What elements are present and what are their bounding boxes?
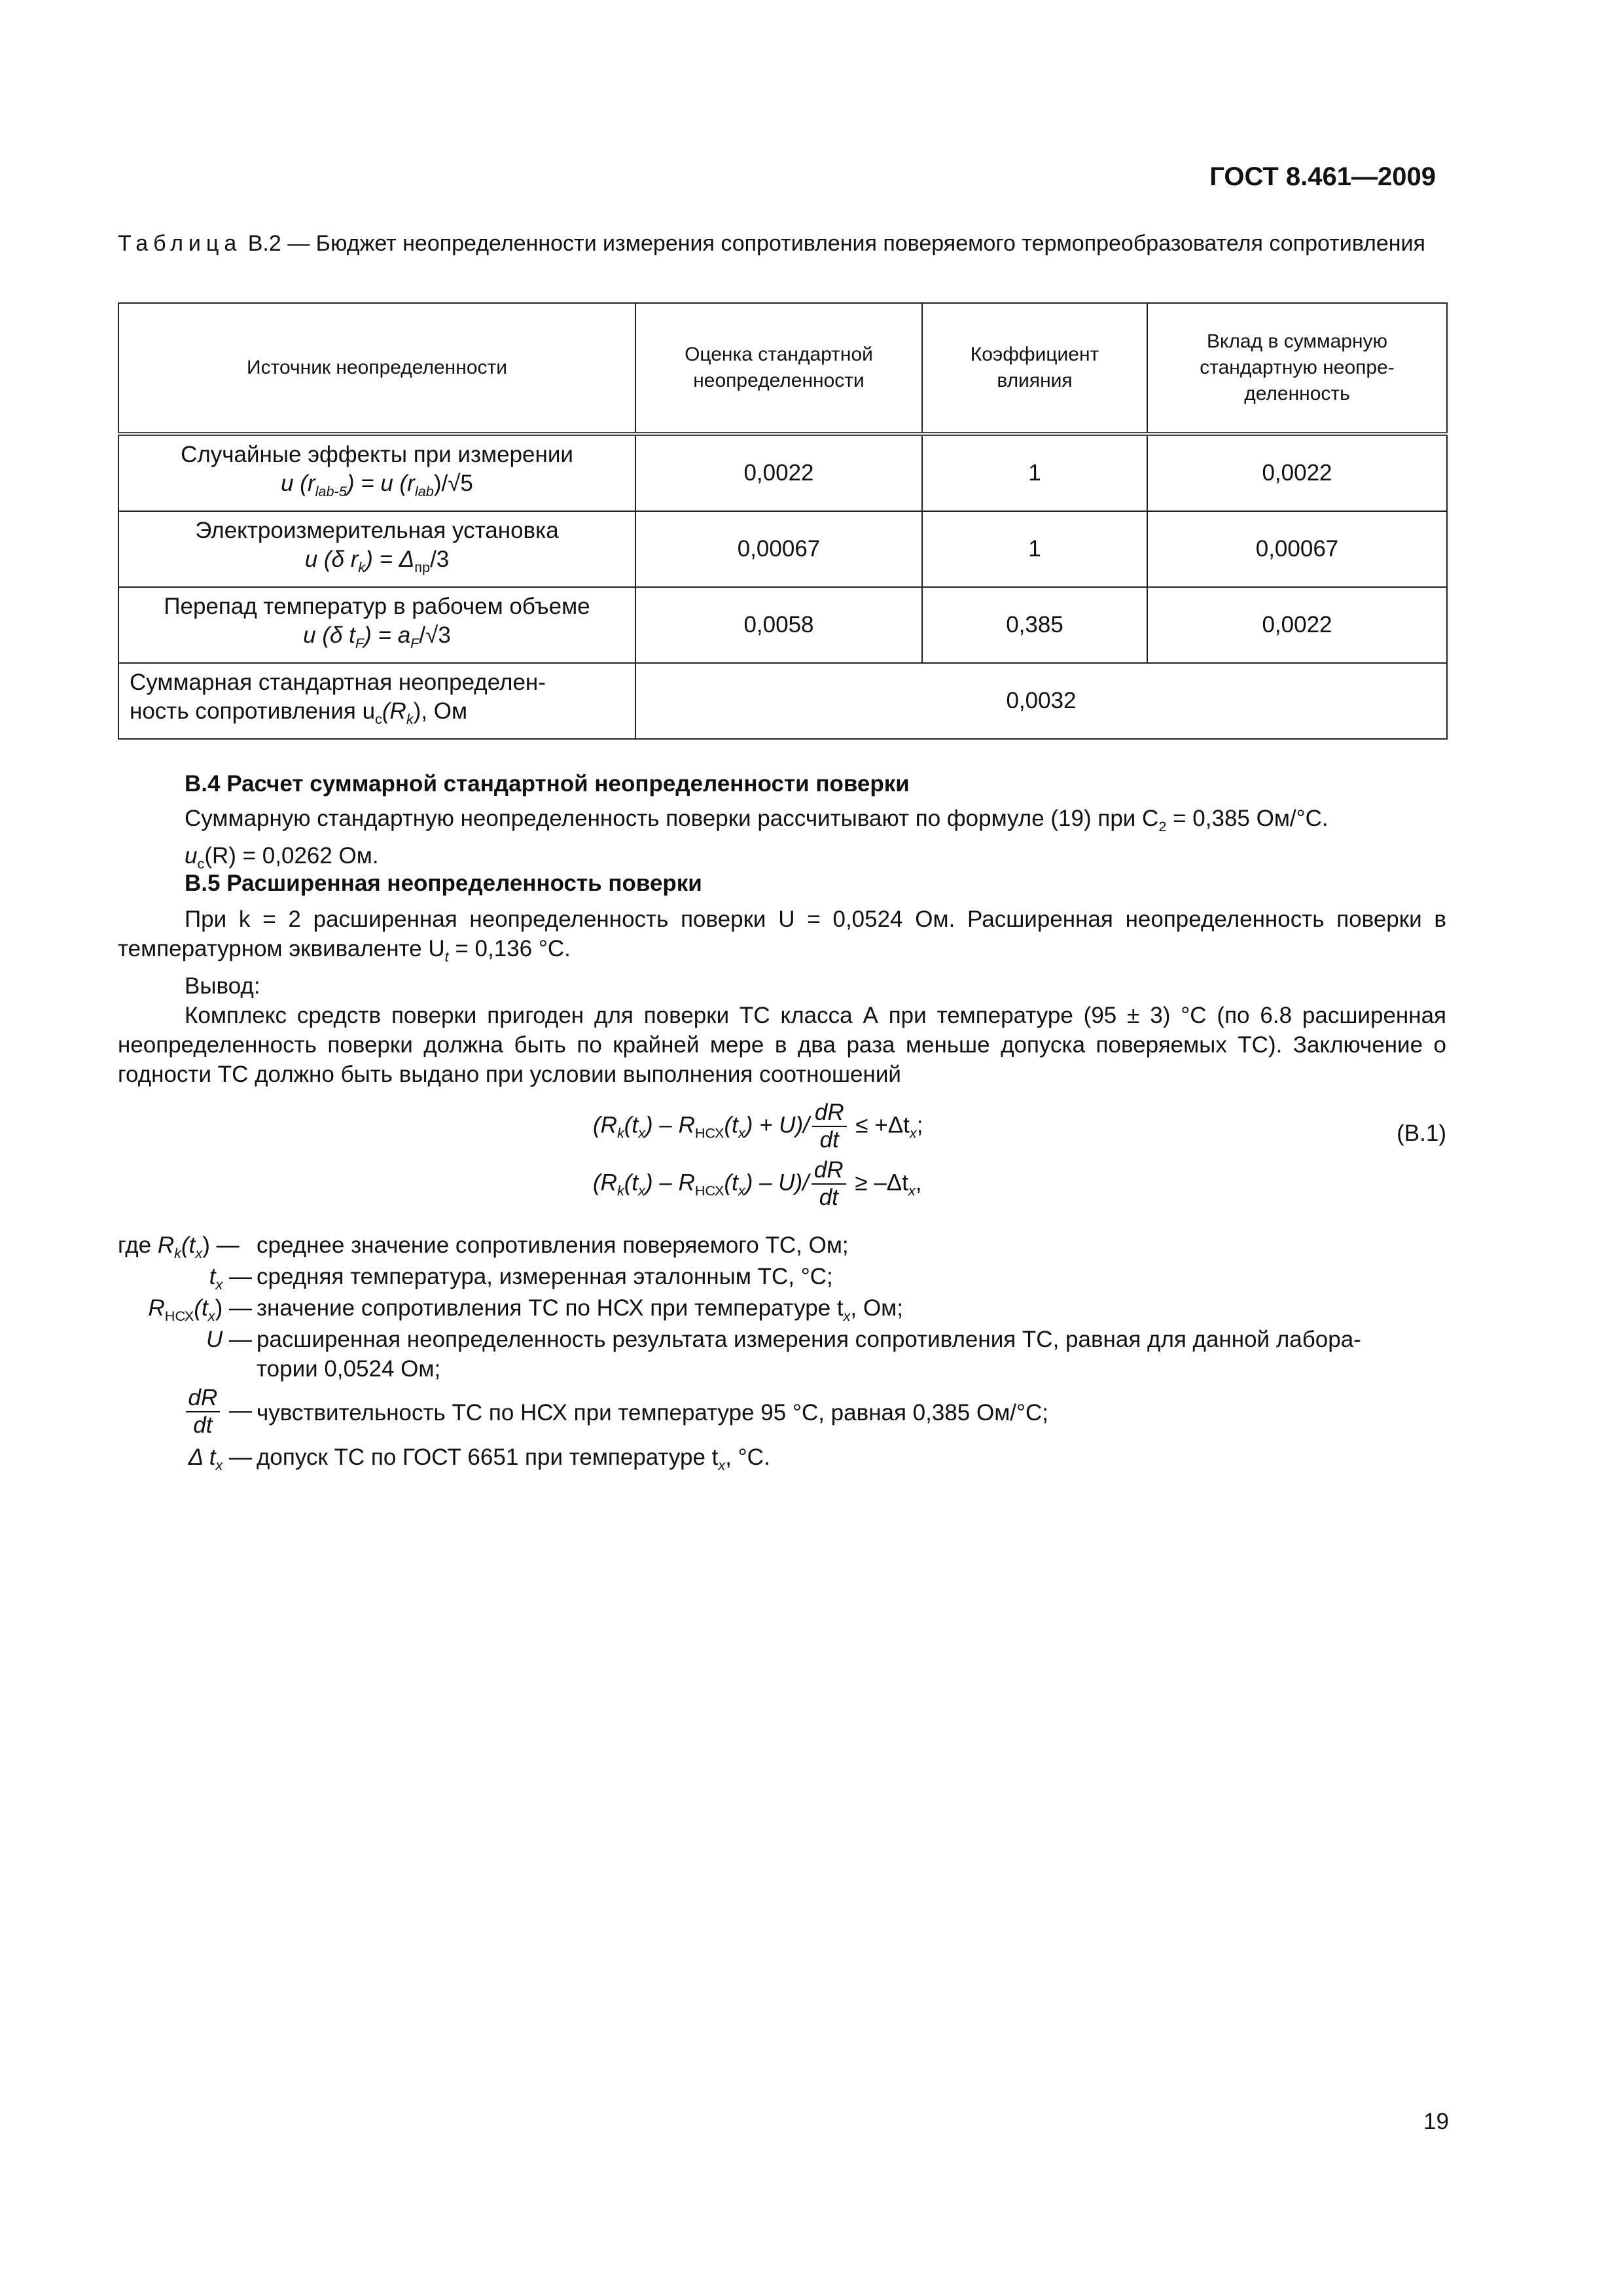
table-row: [118, 511, 1447, 587]
section-b4-text: Суммарную стандартную неопределенность поверки рассчитывают по формуле (19) при $C_2 = 0,385$ Ом/°С. $u_c(R) = 0,0262$ Ом.: [185, 806, 1329, 872]
table-total-row: [118, 663, 1447, 739]
total-value: 0,0032: [635, 663, 1447, 739]
where-term: где $R_k(t_x)$ —: [118, 1232, 240, 1261]
formula-line-2: $(R_k(t_x) - R_{НСХ}(t_x) - U)/$ $\frac{dR}{dt}$ ≥ $-\Delta t_x$,: [593, 1157, 922, 1210]
formula-line-1: $(R_k(t_x) - R_{НСХ}(t_x) + U)/$ $\frac{dR}{dt}$ ≤ $+\Delta t_x$;: [593, 1100, 923, 1153]
fraction-dr-dt: $\frac{dR}{dt}$: [812, 1157, 846, 1211]
total-label-line: ность сопротивления $u_c(R_k)$, Ом: [130, 698, 468, 727]
row-contribution: 0,0022: [1147, 587, 1447, 663]
section-b5-text: При k = 2 расширенная неопределенность поверки U = 0,0524 Ом. Расширенная неопределенность поверки в температурном эквиваленте $U_t = 0,136$ °С. Вывод: Комплекс средств поверки пригоден для поверки ТС класса А при температуре (95 ± 3) °С (по 6.8 расширенная неопределенность поверки должна быть по крайней мере в два раза меньше допуска поверяемых ТС). Заключение о годности ТС должно быть выдано при условии выполнения соотношений: [118, 906, 1446, 1087]
table-header-row: [118, 303, 1447, 434]
source-formula: u (δ $t_F) = a_F/√3$: [303, 622, 451, 651]
row-coefficient: 1: [922, 511, 1147, 587]
where-desc: допуск ТС по ГОСТ 6651 при температуре $t_x$, °С.: [257, 1444, 770, 1473]
variable-definitions: [118, 1230, 1446, 1479]
where-desc: расширенная неопределенность результата измерения сопротивления ТС, равная для данной лабора- тории 0,0524 Ом;: [257, 1327, 1361, 1382]
row-estimate: 0,00067: [635, 511, 922, 587]
source-text: Электроизмерительная установка: [195, 518, 559, 543]
header-coefficient: Коэффициент влияния: [922, 303, 1147, 434]
document-code: ГОСТ 8.461—2009: [1209, 162, 1436, 191]
section-b4-heading: В.4 Расчет суммарной стандартной неопределенности поверки: [185, 771, 910, 797]
source-text: Случайные эффекты при измерении: [181, 442, 573, 467]
header-estimate: Оценка стандартной неопределенности: [635, 303, 922, 434]
fraction-dr-dt: $\frac{dR}{dt}$: [812, 1100, 847, 1153]
row-estimate: 0,0022: [635, 434, 922, 511]
source-text: Перепад температур в рабочем объеме: [164, 594, 590, 619]
row-source: [118, 587, 635, 663]
uncertainty-budget-table: [118, 302, 1448, 740]
equation-number: (В.1): [1397, 1121, 1446, 1146]
caption-text: В.2 — Бюджет неопределенности измерения сопротивления поверяемого термопреобразователя сопротивления: [241, 231, 1425, 256]
table-caption: [118, 229, 1446, 258]
row-estimate: 0,0058: [635, 587, 922, 663]
where-term: $R_{НСХ}(t_x)$ —: [148, 1295, 252, 1324]
total-label: [118, 663, 635, 739]
fraction-dr-dt: $\frac{dR}{dt}$: [186, 1385, 221, 1439]
row-contribution: 0,00067: [1147, 511, 1447, 587]
row-contribution: 0,0022: [1147, 434, 1447, 511]
section-b5-heading: В.5 Расширенная неопределенность поверки: [185, 870, 702, 896]
where-desc: средняя температура, измеренная эталонным ТС, °С;: [257, 1264, 833, 1289]
row-coefficient: 0,385: [922, 587, 1147, 663]
where-term: $t_x$ —: [209, 1264, 252, 1293]
row-source: [118, 511, 635, 587]
caption-prefix: Таблица: [118, 231, 242, 256]
where-desc: чувствительность ТС по НСХ при температуре 95 °С, равная 0,385 Ом/°С;: [257, 1400, 1048, 1426]
source-formula: u $(r_{lab-5}) = u$ $(r_{lab})/√5$: [281, 471, 473, 499]
header-source: Источник неопределенности: [118, 303, 635, 434]
where-desc: значение сопротивления ТС по НСХ при температуре $t_x$, Ом;: [257, 1295, 903, 1324]
table-row: [118, 434, 1447, 511]
source-formula: u (δ $r_k) = \Delta_{пр}/3$: [304, 547, 450, 575]
table-row: [118, 587, 1447, 663]
page-number: 19: [1423, 2109, 1449, 2134]
row-coefficient: 1: [922, 434, 1147, 511]
where-term: U —: [205, 1327, 252, 1352]
row-source: [118, 434, 635, 511]
total-label-line: Суммарная стандартная неопределен-: [130, 670, 546, 695]
where-term: $\frac{dR}{dt}$ —: [183, 1385, 252, 1439]
where-term: Δ $t_x$ —: [188, 1444, 252, 1473]
header-contribution: Вклад в суммарную стандартную неопределенность: [1147, 303, 1447, 434]
where-desc: среднее значение сопротивления поверяемого ТС, Ом;: [257, 1232, 849, 1258]
